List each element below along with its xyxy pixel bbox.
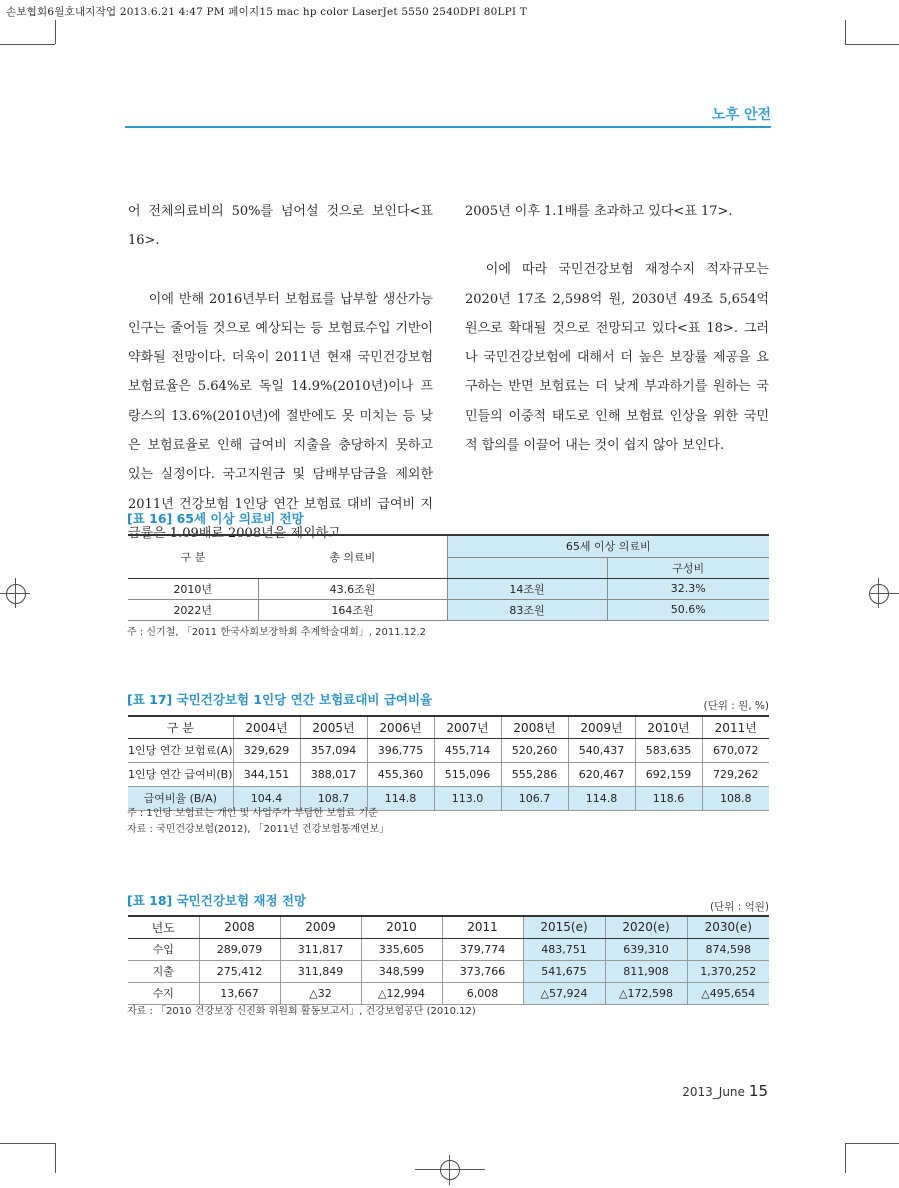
table18-cell: △12,994 bbox=[361, 982, 442, 1004]
table18-cell: 275,412 bbox=[199, 960, 280, 982]
table18-header-col: 2015(e) bbox=[523, 916, 605, 938]
table18-row-label: 지출 bbox=[128, 960, 199, 982]
table-row bbox=[128, 738, 769, 762]
table18-cell: △32 bbox=[280, 982, 361, 1004]
table18-cell: 874,598 bbox=[687, 938, 769, 960]
crop-mark-bottom-left-v bbox=[55, 1143, 56, 1173]
table18-header-col: 2010 bbox=[361, 916, 442, 938]
table16-caption: [표 16] 65세 이상 의료비 전망 bbox=[127, 511, 304, 526]
table18-cell: 541,675 bbox=[523, 960, 605, 982]
table-row bbox=[128, 599, 769, 620]
table17-cell: 104.4 bbox=[233, 786, 300, 810]
table17-cell: 692,159 bbox=[635, 762, 702, 786]
section-title-rule bbox=[125, 126, 771, 128]
table17-cell: 106.7 bbox=[501, 786, 568, 810]
table17-row-label: 1인당 연간 보험료(A) bbox=[128, 738, 233, 762]
page-footer bbox=[682, 1082, 768, 1100]
table17-cell: 357,094 bbox=[300, 738, 367, 762]
left-paragraph-2: 이에 반해 2016년부터 보험료를 납부할 생산가능인구는 줄어들 것으로 예상되는 등 보험료수입 기반이 약화될 전망이다. 더욱이 2011년 현재 국민건강보험 보험료율은 5.64%로 독일 14.9%(2010년)이나 프랑스의 13.6%(2010년)에 절반에도 못 미치는 등 낮은 보험료율로 인해 급여비 지출을 충당하지 못하고 있는 실정이다. 국고지원금 및 담배부담금을 제외한 2011년 건강보험 1인당 연간 보험료 대비 급여비 지급률은 1.09배로 2008년을 제외하고 bbox=[128, 291, 433, 541]
table-row bbox=[128, 578, 769, 599]
table17-cell: 620,467 bbox=[568, 762, 635, 786]
table16-header-category: 구 분 bbox=[128, 535, 258, 578]
table18-cell: 311,817 bbox=[280, 938, 361, 960]
table17-header-year: 2008년 bbox=[501, 716, 568, 738]
table18-cell: 811,908 bbox=[605, 960, 687, 982]
table18-cell: 6,008 bbox=[442, 982, 523, 1004]
footer-issue: 2013_June bbox=[682, 1085, 745, 1099]
table17-caption: [표 17] 국민건강보험 1인당 연간 보험료대비 급여비율 bbox=[127, 692, 433, 707]
table17-row-label: 급여비율 (B/A) bbox=[128, 786, 233, 810]
table18-cell: 1,370,252 bbox=[687, 960, 769, 982]
table18-source: 자료 : 「2010 건강보장 신진화 위원회 활동보고서」, 건강보험공단 (2010.12) bbox=[127, 1006, 476, 1017]
table16-cell-over65: 83조원 bbox=[447, 599, 607, 620]
table17-source: 자료 : 국민건강보험(2012), 「2011년 건강보험통계연보」 bbox=[127, 824, 390, 835]
table17-cell: 114.8 bbox=[367, 786, 434, 810]
left-paragraph-1: 어 전체의료비의 50%를 넘어설 것으로 보인다<표 16>. bbox=[128, 204, 433, 249]
table18-header-col: 2009 bbox=[280, 916, 361, 938]
page-number: 15 bbox=[748, 1082, 768, 1100]
table17-row-label: 1인당 연간 급여비(B) bbox=[128, 762, 233, 786]
table17-cell: 114.8 bbox=[568, 786, 635, 810]
table17-cell: 396,775 bbox=[367, 738, 434, 762]
table18-cell: 311,849 bbox=[280, 960, 361, 982]
table17-header-year: 2007년 bbox=[434, 716, 501, 738]
table17-header-year: 2009년 bbox=[568, 716, 635, 738]
table18-unit: (단위 : 억원) bbox=[710, 901, 769, 913]
crop-mark-top-left-h bbox=[0, 44, 55, 45]
table17-header-year: 2005년 bbox=[300, 716, 367, 738]
crop-mark-bottom-right-h bbox=[845, 1143, 899, 1144]
table18-row-label: 수지 bbox=[128, 982, 199, 1004]
table17-cell: 515,096 bbox=[434, 762, 501, 786]
table18 bbox=[128, 915, 769, 1005]
table18-cell: 348,599 bbox=[361, 960, 442, 982]
left-column bbox=[128, 197, 433, 548]
table17-cell: 540,437 bbox=[568, 738, 635, 762]
table18-header-col: 2020(e) bbox=[605, 916, 687, 938]
right-paragraph-1: 2005년 이후 1.1배를 초과하고 있다<표 17>. bbox=[465, 204, 733, 219]
table17-note: 주 : 1인당 보험료는 개인 및 사업주가 부담한 보험료 기준 bbox=[127, 808, 378, 819]
table18-header-col: 2008 bbox=[199, 916, 280, 938]
table16-header-ratio: 구성비 bbox=[607, 557, 769, 578]
table-row bbox=[128, 762, 769, 786]
table16-note: 주 : 신기철, 「2011 한국사회보장학회 추계학술대회」, 2011.12.2 bbox=[127, 627, 427, 638]
table18-cell: 335,605 bbox=[361, 938, 442, 960]
table16-cell-ratio: 32.3% bbox=[607, 578, 769, 599]
table17-cell: 108.7 bbox=[300, 786, 367, 810]
crop-mark-bottom-left-h bbox=[0, 1143, 55, 1144]
table17 bbox=[128, 715, 769, 811]
table17-header-year: 2004년 bbox=[233, 716, 300, 738]
table17-cell: 455,714 bbox=[434, 738, 501, 762]
table17-header-year: 2011년 bbox=[702, 716, 769, 738]
table17-header-category: 구 분 bbox=[128, 716, 233, 738]
table16-cell-ratio: 50.6% bbox=[607, 599, 769, 620]
table17-cell: 583,635 bbox=[635, 738, 702, 762]
right-paragraph-2: 이에 따라 국민건강보험 재정수지 적자규모는 2020년 17조 2,598억 원, 2030년 49조 5,654억 원으로 확대될 것으로 전망되고 있다<표 18>. 그러나 국민건강보험에 대해서 더 높은 보장률 제공을 요구하는 반면 보험료는 더 낮게 부과하기를 원하는 국민들의 이중적 태도로 인해 보험료 인상을 위한 국민적 합의를 이끌어 내는 것이 쉽지 않아 보인다. bbox=[465, 262, 769, 454]
table17-cell: 118.6 bbox=[635, 786, 702, 810]
table18-header-year: 년도 bbox=[128, 916, 199, 938]
table-row bbox=[128, 982, 769, 1004]
crop-mark-bottom-right-v bbox=[845, 1143, 846, 1173]
table18-cell: 639,310 bbox=[605, 938, 687, 960]
table17-cell: 344,151 bbox=[233, 762, 300, 786]
table16-cell-year: 2010년 bbox=[128, 578, 258, 599]
table18-cell: 483,751 bbox=[523, 938, 605, 960]
table17-cell: 555,286 bbox=[501, 762, 568, 786]
right-column bbox=[465, 197, 769, 460]
table16-cell-total: 43.6조원 bbox=[258, 578, 447, 599]
table18-cell: △495,654 bbox=[687, 982, 769, 1004]
table18-cell: △172,598 bbox=[605, 982, 687, 1004]
table16-header-total: 총 의료비 bbox=[258, 535, 447, 578]
table17-cell: 520,260 bbox=[501, 738, 568, 762]
table17-cell: 729,262 bbox=[702, 762, 769, 786]
table18-cell: 289,079 bbox=[199, 938, 280, 960]
table17-unit: (단위 : 원, %) bbox=[703, 700, 769, 712]
table17-cell: 329,629 bbox=[233, 738, 300, 762]
table17-header-year: 2010년 bbox=[635, 716, 702, 738]
table18-cell: △57,924 bbox=[523, 982, 605, 1004]
table18-header-col: 2030(e) bbox=[687, 916, 769, 938]
table18-cell: 13,667 bbox=[199, 982, 280, 1004]
table17-cell: 388,017 bbox=[300, 762, 367, 786]
table16 bbox=[128, 534, 769, 621]
table-row bbox=[128, 938, 769, 960]
table16-cell-total: 164조원 bbox=[258, 599, 447, 620]
table18-row-label: 수입 bbox=[128, 938, 199, 960]
table17-cell: 113.0 bbox=[434, 786, 501, 810]
table17-cell: 108.8 bbox=[702, 786, 769, 810]
print-header: 손보협회6월호내지작업 2013.6.21 4:47 PM 페이지15 mac hp color LaserJet 5550 2540DPI 80LPI T bbox=[6, 6, 527, 18]
table16-header-over65-amount bbox=[447, 557, 607, 578]
table16-header-over65: 65세 이상 의료비 bbox=[447, 535, 769, 557]
table-row bbox=[128, 960, 769, 982]
table17-cell: 455,360 bbox=[367, 762, 434, 786]
table18-cell: 379,774 bbox=[442, 938, 523, 960]
table16-cell-over65: 14조원 bbox=[447, 578, 607, 599]
crop-mark-top-left-v bbox=[55, 20, 56, 44]
section-title: 노후 안전 bbox=[712, 107, 771, 123]
crop-mark-top-right-v bbox=[845, 20, 846, 44]
table17-cell: 670,072 bbox=[702, 738, 769, 762]
table16-cell-year: 2022년 bbox=[128, 599, 258, 620]
table17-header-year: 2006년 bbox=[367, 716, 434, 738]
table18-caption: [표 18] 국민건강보험 재정 전망 bbox=[127, 893, 307, 908]
crop-mark-top-right-h bbox=[845, 44, 899, 45]
table18-cell: 373,766 bbox=[442, 960, 523, 982]
table18-header-col: 2011 bbox=[442, 916, 523, 938]
